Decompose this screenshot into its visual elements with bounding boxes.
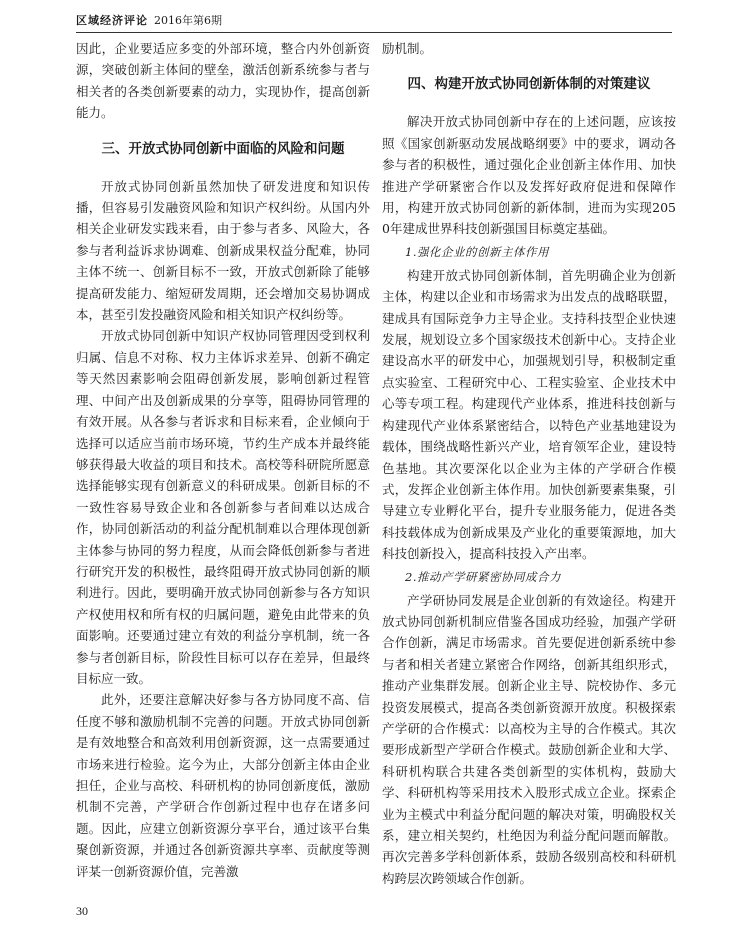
page-number: 30 bbox=[76, 904, 88, 918]
issue-label: 2016年第6期 bbox=[154, 14, 222, 27]
subsection-2-heading: 2.推动产学研紧密协同成合力 bbox=[405, 569, 561, 584]
subsection-1-heading: 1.强化企业的创新主体作用 bbox=[405, 244, 549, 259]
left-column bbox=[76, 38, 370, 882]
paragraph: 开放式协同创新虽然加快了研发进度和知识传播，但容易引发融资风险和知识产权纠纷。从国内外相关企业研发实践来看，由于参与者多、风险大，各参与者利益诉求协调难、创新成果权益分配难，协同主体不统一、创新目标不一致，开放式创新除了能够提高研发能力、缩短研发周期，还会增加交易协调成本，甚至引发投融资风险和相关知识产权纠纷等。 bbox=[76, 178, 370, 323]
journal-name: 区域经济评论 bbox=[76, 14, 148, 27]
paragraph: 构建开放式协同创新体制，首先明确企业为创新主体，构建以企业和市场需求为出发点的战略联盟，建成具有国际竞争力主导企业。支持科技型企业快速发展，规划设立多个国家级技术创新中心。支持企业建设高水平的研发中心，加强规划引导，积极制定重点实验室、工程研究中心、工程实验室、企业技术中心等专项工程。构建现代产业体系，推进科技创新与构建现代产业体系紧密结合，以特色产业基地建设为载体，围绕战略性新兴产业，培育领军企业，建设特色基地。其次要深化以企业为主体的产学研合作模式，发挥企业创新主体作用。加快创新要素集聚，引导建立专业孵化平台，提升专业服务能力，促进各类科技载体成为创新成果及产业化的重要策源地，加大科技创新投入，提高科技投入产出率。 bbox=[382, 267, 676, 562]
paragraph: 此外，还要注意解决好参与各方协同度不高、信任度不够和激励机制不完善的问题。开放式协同创新是有效地整合和高效利用创新资源，这一点需要通过市场来进行检验。迄今为止，大部分创新主体由企业担任，企业与高校、科研机构的协同创新度低，激励机制不完善，产学研合作创新过程中也存在诸多问题。因此，应建立创新资源分享平台，通过该平台集聚创新资源，并通过各创新资源共享率、贡献度等测评某一创新资源价值，完善激 bbox=[76, 692, 370, 879]
paragraph: 产学研协同发展是企业创新的有效途径。构建开放式协同创新机制应借鉴各国成功经验，加强产学研合作创新，满足市场需求。首先要促进创新系统中参与者和相关者建立紧密合作网络，创新其组织形式，推动产业集群发展。创新企业主导、院校协作、多元投资发展模式，提高各类创新资源开放度。积极探索产学研的合作模式：以高校为主导的合作模式。其次要形成新型产学研合作模式。鼓励创新企业和大学、科研机构联合共建各类创新型的实体机构，鼓励大学、科研机构等采用技术入股形式成立企业。探索企业为主模式中利益分配问题的解决对策，明确股权关系，建立相关契约，杜绝因为利益分配问题而解散。再次完善多学科创新体系，鼓励各级别高校和科研机构跨层次跨领域合作创新。 bbox=[382, 592, 676, 886]
right-column bbox=[382, 38, 676, 889]
running-header bbox=[76, 12, 672, 33]
section-3-heading: 三、开放式协同创新中面临的风险和问题 bbox=[101, 140, 345, 157]
paragraph-continued: 励机制。 bbox=[382, 41, 433, 56]
paragraph: 解决开放式协同创新中存在的上述问题，应该按照《国家创新驱动发展战略纲要》中的要求，调动各参与者的积极性，通过强化企业创新主体作用、加快推进产学研紧密合作以及发挥好政府促进和保障作用，构建开放式协同创新的新体制，进而为实现2050年建成世界科技创新强国目标奠定基础。 bbox=[382, 114, 676, 237]
paragraph: 开放式协同创新中知识产权协同管理因受到权利归属、信息不对称、权力主体诉求差异、创新不确定等天然因素影响会阻碍创新发展，影响创新过程管理、中间产出及创新成果的分享等，阻碍协同管理的有效开展。从各参与者诉求和目标来看，企业倾向于选择可以适应当前市场环境，节约生产成本并最终能够获得最大收益的项目和技术。高校等科研院所愿意选择能够实现有创新意义的科研成果。创新目标的不一致性容易导致企业和各创新参与者间难以达成合作，协同创新活动的利益分配机制难以合理体现创新主体参与协同的努力程度，从而会降低创新参与者进行研究开发的积极性，最终阻碍开放式协同创新的顺利进行。因此，要明确开放式协同创新参与各方知识产权使用权和所有权的归属问题，避免由此带来的负面影响。还要通过建立有效的利益分享机制，统一各参与者创新目标，阶段性目标可以存在差异，但最终目标应一致。 bbox=[76, 328, 370, 686]
paragraph-continued: 因此，企业要适应多变的外部环境，整合内外创新资源，突破创新主体间的壁垒，激活创新系统参与者与相关者的各类创新要素的动力，实现协作，提高创新能力。 bbox=[76, 41, 370, 121]
section-4-heading: 四、构建开放式协同创新体制的对策建议 bbox=[407, 76, 651, 93]
